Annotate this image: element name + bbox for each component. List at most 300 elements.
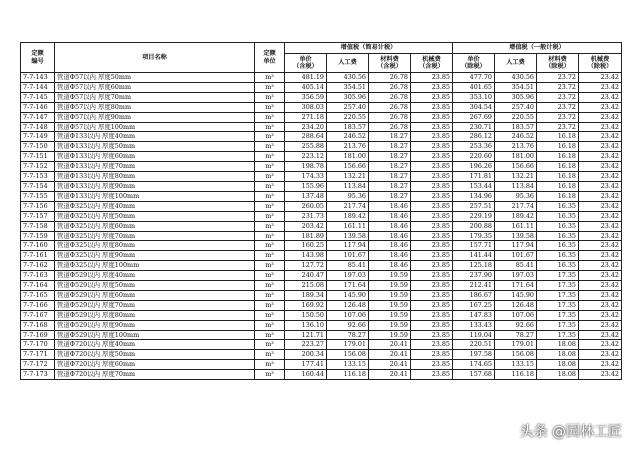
cell-general-machine: 23.42 [579, 350, 622, 360]
cell-simple-material: 18.27 [369, 162, 411, 172]
cell-simple-material: 18.46 [369, 201, 411, 211]
cell-unit: m³ [255, 73, 285, 83]
cell-general-machine: 23.42 [579, 281, 622, 291]
cell-code: 7-7-172 [21, 360, 55, 370]
cell-general-machine: 23.42 [579, 92, 622, 102]
cell-general-labor: 213.76 [495, 142, 537, 152]
header-code: 定额 编号 [21, 43, 55, 73]
cell-general-machine: 23.42 [579, 82, 622, 92]
cell-general-material: 16.18 [537, 152, 579, 162]
table-row [21, 82, 622, 92]
table-row [21, 340, 622, 350]
cell-general-machine: 23.42 [579, 221, 622, 231]
cell-general-price: 229.19 [453, 211, 495, 221]
cell-simple-machine: 23.85 [411, 231, 453, 241]
cell-simple-material: 19.59 [369, 281, 411, 291]
table-row [21, 310, 622, 320]
cell-general-price: 171.81 [453, 172, 495, 182]
cell-unit: m³ [255, 112, 285, 122]
cell-simple-machine: 23.85 [411, 241, 453, 251]
cell-name: 管道Φ133以内 厚度100mm [55, 191, 255, 201]
header-general-labor: 人工费 [495, 54, 537, 73]
cell-simple-price: 121.71 [285, 330, 327, 340]
cell-unit: m³ [255, 290, 285, 300]
cell-general-machine: 23.42 [579, 300, 622, 310]
cell-general-price: 157.68 [453, 370, 495, 380]
cell-simple-price: 200.34 [285, 350, 327, 360]
cell-simple-price: 181.89 [285, 231, 327, 241]
header-general-machine: 机械费 （除税） [579, 54, 622, 73]
header-name: 项目名称 [55, 43, 255, 73]
cell-unit: m³ [255, 231, 285, 241]
cell-general-material: 16.35 [537, 211, 579, 221]
table-row [21, 370, 622, 380]
cell-unit: m³ [255, 310, 285, 320]
cell-simple-price: 223.27 [285, 340, 327, 350]
cell-general-machine: 23.42 [579, 231, 622, 241]
cell-simple-price: 223.12 [285, 152, 327, 162]
cell-unit: m³ [255, 201, 285, 211]
cell-general-price: 179.35 [453, 231, 495, 241]
cell-simple-price: 203.42 [285, 221, 327, 231]
cell-simple-labor: 213.76 [327, 142, 369, 152]
cell-code: 7-7-168 [21, 320, 55, 330]
cell-simple-material: 18.27 [369, 142, 411, 152]
cell-simple-price: 231.73 [285, 211, 327, 221]
cell-name: 管道Φ325以内 厚度70mm [55, 231, 255, 241]
cell-general-labor: 179.01 [495, 340, 537, 350]
cell-general-machine: 23.42 [579, 191, 622, 201]
cell-general-labor: 85.41 [495, 261, 537, 271]
cell-name: 管道Φ325以内 厚度80mm [55, 241, 255, 251]
cell-simple-labor: 217.74 [327, 201, 369, 211]
cell-general-labor: 189.42 [495, 211, 537, 221]
cell-simple-material: 26.78 [369, 92, 411, 102]
cell-unit: m³ [255, 162, 285, 172]
cell-code: 7-7-153 [21, 172, 55, 182]
cell-simple-machine: 23.85 [411, 310, 453, 320]
table-header [21, 43, 622, 73]
cell-unit: m³ [255, 360, 285, 370]
cell-simple-machine: 23.85 [411, 271, 453, 281]
cell-unit: m³ [255, 92, 285, 102]
cell-general-material: 23.72 [537, 112, 579, 122]
cell-simple-material: 20.41 [369, 370, 411, 380]
cell-general-labor: 156.08 [495, 350, 537, 360]
cell-general-machine: 23.42 [579, 181, 622, 191]
cell-code: 7-7-167 [21, 310, 55, 320]
header-simple-material: 材料费 （含税） [369, 54, 411, 73]
cell-code: 7-7-165 [21, 290, 55, 300]
cell-simple-machine: 23.85 [411, 92, 453, 102]
cell-unit: m³ [255, 181, 285, 191]
cell-simple-price: 160.25 [285, 241, 327, 251]
table-row [21, 142, 622, 152]
cell-simple-price: 169.92 [285, 300, 327, 310]
cell-name: 管道Φ133以内 厚度90mm [55, 181, 255, 191]
cell-general-material: 16.18 [537, 181, 579, 191]
cell-general-machine: 23.42 [579, 211, 622, 221]
cell-simple-labor: 126.48 [327, 300, 369, 310]
cell-name: 管道Φ57以内 厚度70mm [55, 92, 255, 102]
cell-unit: m³ [255, 132, 285, 142]
cell-simple-material: 19.59 [369, 271, 411, 281]
cell-general-material: 17.35 [537, 300, 579, 310]
cell-unit: m³ [255, 211, 285, 221]
cell-simple-labor: 78.27 [327, 330, 369, 340]
cell-general-machine: 23.42 [579, 330, 622, 340]
cell-code: 7-7-150 [21, 142, 55, 152]
cell-simple-material: 19.59 [369, 300, 411, 310]
table-row [21, 221, 622, 231]
cell-general-price: 220.51 [453, 340, 495, 350]
cell-unit: m³ [255, 152, 285, 162]
cell-general-material: 16.18 [537, 142, 579, 152]
cell-name: 管道Φ720以内 厚度50mm [55, 350, 255, 360]
cell-code: 7-7-156 [21, 201, 55, 211]
cell-simple-price: 198.78 [285, 162, 327, 172]
cell-general-material: 17.35 [537, 281, 579, 291]
cell-general-labor: 132.21 [495, 172, 537, 182]
cell-simple-material: 18.46 [369, 211, 411, 221]
header-group-simple: 增值税（简易计税） [285, 43, 453, 54]
cell-general-machine: 23.42 [579, 271, 622, 281]
cell-general-price: 353.10 [453, 92, 495, 102]
cell-general-labor: 161.11 [495, 221, 537, 231]
cell-general-material: 16.35 [537, 261, 579, 271]
cell-simple-machine: 23.85 [411, 191, 453, 201]
cell-simple-labor: 181.00 [327, 152, 369, 162]
cell-general-machine: 23.42 [579, 152, 622, 162]
cell-simple-material: 18.46 [369, 241, 411, 251]
cell-code: 7-7-146 [21, 102, 55, 112]
cell-simple-labor: 179.01 [327, 340, 369, 350]
cell-general-labor: 139.58 [495, 231, 537, 241]
cell-general-labor: 156.66 [495, 162, 537, 172]
table-row [21, 172, 622, 182]
cell-general-machine: 23.42 [579, 320, 622, 330]
cell-code: 7-7-149 [21, 132, 55, 142]
cell-unit: m³ [255, 221, 285, 231]
cell-general-labor: 95.36 [495, 191, 537, 201]
cell-name: 管道Φ325以内 厚度90mm [55, 251, 255, 261]
cell-name: 管道Φ325以内 厚度50mm [55, 211, 255, 221]
cell-simple-machine: 23.85 [411, 122, 453, 132]
cell-code: 7-7-147 [21, 112, 55, 122]
cell-general-labor: 430.56 [495, 73, 537, 83]
cell-general-machine: 23.42 [579, 201, 622, 211]
cell-general-price: 174.65 [453, 360, 495, 370]
cell-general-labor: 183.57 [495, 122, 537, 132]
cell-simple-machine: 23.85 [411, 181, 453, 191]
cell-general-machine: 23.42 [579, 172, 622, 182]
cell-general-machine: 23.42 [579, 310, 622, 320]
cell-general-labor: 197.03 [495, 271, 537, 281]
table-row [21, 191, 622, 201]
cell-general-material: 17.35 [537, 310, 579, 320]
cell-simple-labor: 189.42 [327, 211, 369, 221]
cell-simple-price: 356.59 [285, 92, 327, 102]
cell-simple-price: 405.14 [285, 82, 327, 92]
cell-simple-price: 174.33 [285, 172, 327, 182]
cell-general-price: 212.41 [453, 281, 495, 291]
cell-code: 7-7-169 [21, 330, 55, 340]
cell-simple-machine: 23.85 [411, 290, 453, 300]
cell-simple-price: 177.41 [285, 360, 327, 370]
cell-simple-price: 234.20 [285, 122, 327, 132]
cell-general-machine: 23.42 [579, 132, 622, 142]
cell-general-machine: 23.42 [579, 251, 622, 261]
cell-simple-labor: 257.40 [327, 102, 369, 112]
cell-general-price: 186.67 [453, 290, 495, 300]
cell-general-material: 16.35 [537, 241, 579, 251]
cell-general-labor: 107.06 [495, 310, 537, 320]
cell-general-price: 134.96 [453, 191, 495, 201]
cell-simple-labor: 139.58 [327, 231, 369, 241]
cell-general-price: 133.43 [453, 320, 495, 330]
cell-general-material: 23.72 [537, 122, 579, 132]
cell-general-labor: 126.48 [495, 300, 537, 310]
cell-name: 管道Φ325以内 厚度40mm [55, 201, 255, 211]
cell-simple-price: 137.48 [285, 191, 327, 201]
cell-unit: m³ [255, 241, 285, 251]
cell-simple-material: 18.27 [369, 181, 411, 191]
cell-simple-labor: 220.55 [327, 112, 369, 122]
cell-general-labor: 116.18 [495, 370, 537, 380]
cell-simple-labor: 183.57 [327, 122, 369, 132]
cell-general-labor: 92.66 [495, 320, 537, 330]
table-row [21, 112, 622, 122]
cell-name: 管道Φ133以内 厚度60mm [55, 152, 255, 162]
cell-simple-material: 19.59 [369, 290, 411, 300]
cell-general-labor: 101.67 [495, 251, 537, 261]
cell-simple-material: 20.41 [369, 340, 411, 350]
table-row [21, 122, 622, 132]
cell-name: 管道Φ529以内 厚度50mm [55, 281, 255, 291]
cell-simple-material: 26.78 [369, 122, 411, 132]
cell-general-price: 257.51 [453, 201, 495, 211]
cell-simple-labor: 197.03 [327, 271, 369, 281]
cell-general-material: 17.35 [537, 320, 579, 330]
cell-general-labor: 305.96 [495, 92, 537, 102]
cell-general-price: 304.54 [453, 102, 495, 112]
cell-code: 7-7-151 [21, 152, 55, 162]
cell-general-machine: 23.42 [579, 241, 622, 251]
cell-name: 管道Φ325以内 厚度100mm [55, 261, 255, 271]
cell-simple-labor: 133.15 [327, 360, 369, 370]
cell-simple-machine: 23.85 [411, 261, 453, 271]
cell-name: 管道Φ529以内 厚度80mm [55, 310, 255, 320]
cell-simple-material: 26.78 [369, 102, 411, 112]
cell-simple-machine: 23.85 [411, 251, 453, 261]
cell-general-price: 477.70 [453, 73, 495, 83]
cell-unit: m³ [255, 261, 285, 271]
watermark: 头条 @园林工匠 [519, 424, 622, 440]
cell-simple-price: 260.05 [285, 201, 327, 211]
cell-simple-machine: 23.85 [411, 172, 453, 182]
cell-code: 7-7-155 [21, 191, 55, 201]
cell-code: 7-7-148 [21, 122, 55, 132]
cell-general-price: 197.58 [453, 350, 495, 360]
cell-simple-machine: 23.85 [411, 340, 453, 350]
header-simple-machine: 机械费 （含税） [411, 54, 453, 73]
cell-simple-price: 215.08 [285, 281, 327, 291]
cell-simple-price: 255.88 [285, 142, 327, 152]
header-unit: 定额 单位 [255, 43, 285, 73]
cell-general-machine: 23.42 [579, 122, 622, 132]
cell-simple-material: 18.27 [369, 152, 411, 162]
cell-name: 管道Φ720以内 厚度70mm [55, 370, 255, 380]
cell-general-labor: 217.74 [495, 201, 537, 211]
cell-unit: m³ [255, 142, 285, 152]
cell-code: 7-7-158 [21, 221, 55, 231]
cell-name: 管道Φ57以内 厚度100mm [55, 122, 255, 132]
cell-unit: m³ [255, 281, 285, 291]
cell-code: 7-7-152 [21, 162, 55, 172]
cell-simple-machine: 23.85 [411, 201, 453, 211]
header-general-price: 单价 （除税） [453, 54, 495, 73]
cell-name: 管道Φ529以内 厚度90mm [55, 320, 255, 330]
cell-simple-labor: 171.64 [327, 281, 369, 291]
cell-general-material: 16.35 [537, 201, 579, 211]
cell-simple-machine: 23.85 [411, 112, 453, 122]
cell-simple-labor: 132.21 [327, 172, 369, 182]
cell-general-machine: 23.42 [579, 112, 622, 122]
cell-general-material: 16.18 [537, 172, 579, 182]
cell-unit: m³ [255, 320, 285, 330]
cell-simple-material: 26.78 [369, 82, 411, 92]
cell-simple-machine: 23.85 [411, 102, 453, 112]
cell-general-machine: 23.42 [579, 360, 622, 370]
cell-code: 7-7-144 [21, 82, 55, 92]
cell-name: 管道Φ133以内 厚度80mm [55, 172, 255, 182]
cell-general-material: 23.72 [537, 92, 579, 102]
cell-general-machine: 23.42 [579, 290, 622, 300]
cell-general-material: 17.35 [537, 330, 579, 340]
cell-simple-labor: 92.66 [327, 320, 369, 330]
header-simple-price: 单价 （含税） [285, 54, 327, 73]
cell-simple-material: 19.59 [369, 330, 411, 340]
cell-unit: m³ [255, 340, 285, 350]
cell-general-price: 200.88 [453, 221, 495, 231]
cell-general-material: 16.35 [537, 221, 579, 231]
cell-simple-machine: 23.85 [411, 132, 453, 142]
cell-code: 7-7-166 [21, 300, 55, 310]
table-row [21, 92, 622, 102]
table-row [21, 211, 622, 221]
cell-general-labor: 171.64 [495, 281, 537, 291]
cell-simple-price: 271.18 [285, 112, 327, 122]
cell-code: 7-7-160 [21, 241, 55, 251]
table-row [21, 251, 622, 261]
cell-unit: m³ [255, 172, 285, 182]
table-row [21, 300, 622, 310]
cell-code: 7-7-159 [21, 231, 55, 241]
cell-simple-labor: 305.96 [327, 92, 369, 102]
cell-general-material: 17.35 [537, 271, 579, 281]
table-row [21, 132, 622, 142]
cell-simple-labor: 116.18 [327, 370, 369, 380]
cell-code: 7-7-145 [21, 92, 55, 102]
cell-simple-price: 136.10 [285, 320, 327, 330]
cell-code: 7-7-163 [21, 271, 55, 281]
cell-general-material: 18.08 [537, 360, 579, 370]
cell-general-material: 16.35 [537, 231, 579, 241]
cell-simple-labor: 156.08 [327, 350, 369, 360]
cell-general-material: 18.08 [537, 340, 579, 350]
cell-general-price: 157.71 [453, 241, 495, 251]
cell-unit: m³ [255, 82, 285, 92]
cell-general-material: 17.35 [537, 290, 579, 300]
cell-simple-price: 288.64 [285, 132, 327, 142]
table-row [21, 231, 622, 241]
cell-general-labor: 246.52 [495, 132, 537, 142]
table-row [21, 241, 622, 251]
cell-unit: m³ [255, 191, 285, 201]
cell-general-price: 167.25 [453, 300, 495, 310]
cell-general-machine: 23.42 [579, 142, 622, 152]
cell-general-price: 196.26 [453, 162, 495, 172]
cell-name: 管道Φ57以内 厚度90mm [55, 112, 255, 122]
cell-code: 7-7-173 [21, 370, 55, 380]
cell-code: 7-7-162 [21, 261, 55, 271]
cell-simple-material: 19.59 [369, 320, 411, 330]
cell-code: 7-7-171 [21, 350, 55, 360]
cell-name: 管道Φ57以内 厚度60mm [55, 82, 255, 92]
cell-name: 管道Φ720以内 厚度40mm [55, 340, 255, 350]
cell-simple-machine: 23.85 [411, 152, 453, 162]
cell-general-price: 267.69 [453, 112, 495, 122]
cell-simple-machine: 23.85 [411, 320, 453, 330]
cell-simple-material: 18.46 [369, 221, 411, 231]
cell-name: 管道Φ133以内 厚度50mm [55, 142, 255, 152]
cell-unit: m³ [255, 350, 285, 360]
cell-general-machine: 23.42 [579, 370, 622, 380]
cell-simple-machine: 23.85 [411, 162, 453, 172]
cell-code: 7-7-157 [21, 211, 55, 221]
cell-unit: m³ [255, 300, 285, 310]
table-row [21, 271, 622, 281]
cell-general-price: 141.44 [453, 251, 495, 261]
cell-name: 管道Φ325以内 厚度60mm [55, 221, 255, 231]
cell-unit: m³ [255, 271, 285, 281]
cell-name: 管道Φ529以内 厚度70mm [55, 300, 255, 310]
cell-name: 管道Φ529以内 厚度100mm [55, 330, 255, 340]
cell-simple-labor: 107.06 [327, 310, 369, 320]
cell-unit: m³ [255, 330, 285, 340]
cell-general-price: 401.65 [453, 82, 495, 92]
cell-simple-labor: 246.52 [327, 132, 369, 142]
cell-name: 管道Φ529以内 厚度40mm [55, 271, 255, 281]
cell-simple-material: 18.27 [369, 132, 411, 142]
cell-simple-machine: 23.85 [411, 82, 453, 92]
cell-simple-labor: 354.51 [327, 82, 369, 92]
cell-simple-machine: 23.85 [411, 330, 453, 340]
table-row [21, 350, 622, 360]
cell-simple-price: 143.98 [285, 251, 327, 261]
table-row [21, 290, 622, 300]
cell-general-price: 220.60 [453, 152, 495, 162]
cell-simple-machine: 23.85 [411, 370, 453, 380]
cell-general-labor: 181.00 [495, 152, 537, 162]
cell-simple-labor: 156.66 [327, 162, 369, 172]
cell-simple-price: 308.03 [285, 102, 327, 112]
cell-general-price: 119.04 [453, 330, 495, 340]
cell-general-price: 147.83 [453, 310, 495, 320]
cell-code: 7-7-143 [21, 73, 55, 83]
cell-general-labor: 133.15 [495, 360, 537, 370]
cell-unit: m³ [255, 122, 285, 132]
